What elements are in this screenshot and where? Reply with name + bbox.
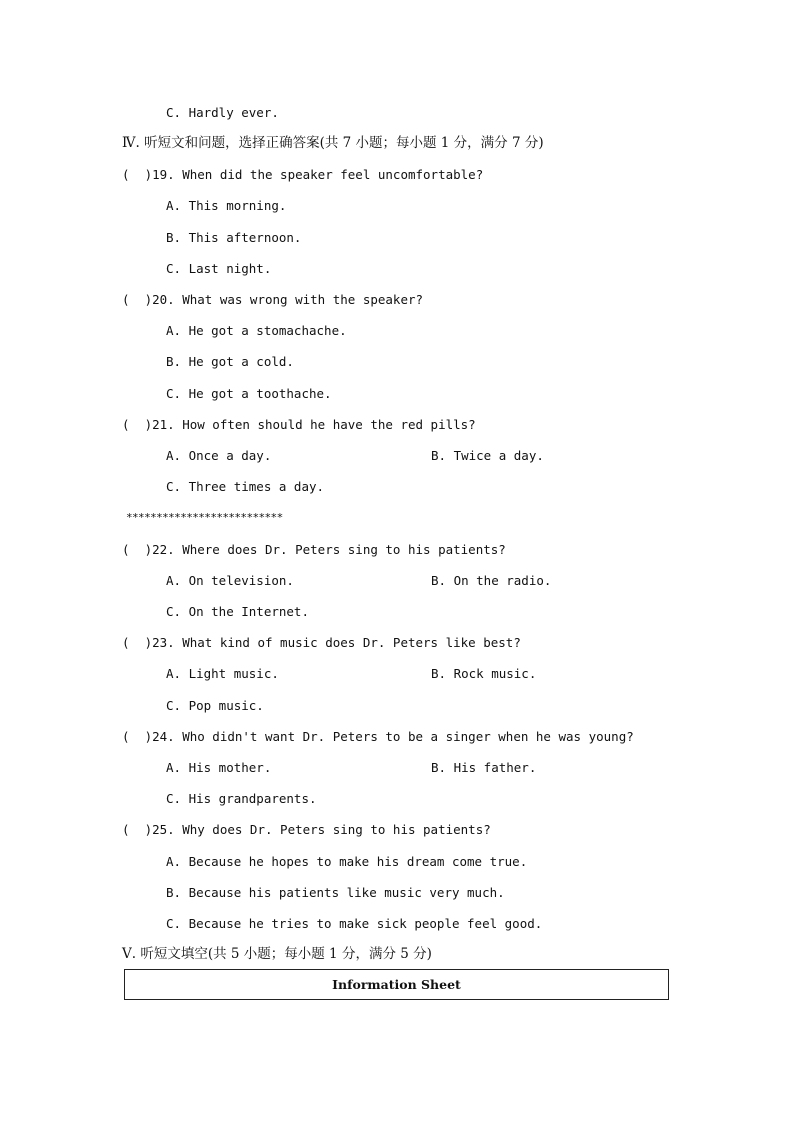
- section-4-heading: Ⅳ. 听短文和问题，选择正确答案(共 7 小题；每小题 1 分，满分 7 分): [122, 135, 544, 151]
- q23-option-a: A. Light music.: [166, 666, 279, 681]
- q25-option-c: C. Because he tries to make sick people feel good.: [166, 916, 543, 931]
- q21-option-b: B. Twice a day.: [431, 448, 544, 463]
- q24-option-a: A. His mother.: [166, 760, 272, 775]
- q24-option-b: B. His father.: [431, 760, 537, 775]
- question-24: ( )24. Who didn't want Dr. Peters to be a singer when he was young?: [122, 729, 634, 744]
- question-19: ( )19. When did the speaker feel uncomfortable?: [122, 167, 484, 182]
- q24-option-c: C. His grandparents.: [166, 791, 317, 806]
- question-22: ( )22. Where does Dr. Peters sing to his patients?: [122, 542, 506, 557]
- question-23: ( )23. What kind of music does Dr. Peters like best?: [122, 635, 521, 650]
- q19-option-c: C. Last night.: [166, 261, 272, 276]
- question-21: ( )21. How often should he have the red pills?: [122, 417, 476, 432]
- q21-option-a: A. Once a day.: [166, 448, 272, 463]
- q23-option-c: C. Pop music.: [166, 698, 264, 713]
- q23-option-b: B. Rock music.: [431, 666, 537, 681]
- section-5-heading: Ⅴ. 听短文填空(共 5 小题；每小题 1 分，满分 5 分): [122, 946, 432, 962]
- q20-option-b: B. He got a cold.: [166, 354, 294, 369]
- option-c-18: C. Hardly ever.: [166, 105, 279, 120]
- q22-option-a: A. On television.: [166, 573, 294, 588]
- q25-option-b: B. Because his patients like music very much.: [166, 885, 505, 900]
- information-sheet-table: [124, 969, 669, 1000]
- q20-option-c: C. He got a toothache.: [166, 386, 332, 401]
- q22-option-b: B. On the radio.: [431, 573, 552, 588]
- q22-option-c: C. On the Internet.: [166, 604, 309, 619]
- q19-option-b: B. This afternoon.: [166, 230, 302, 245]
- q25-option-a: A. Because he hopes to make his dream come true.: [166, 854, 528, 869]
- information-sheet-title: Information Sheet: [332, 977, 461, 992]
- separator-stars: **************************: [126, 511, 283, 524]
- question-20: ( )20. What was wrong with the speaker?: [122, 292, 424, 307]
- q19-option-a: A. This morning.: [166, 198, 287, 213]
- q20-option-a: A. He got a stomachache.: [166, 323, 347, 338]
- question-25: ( )25. Why does Dr. Peters sing to his patients?: [122, 822, 491, 837]
- q21-option-c: C. Three times a day.: [166, 479, 325, 494]
